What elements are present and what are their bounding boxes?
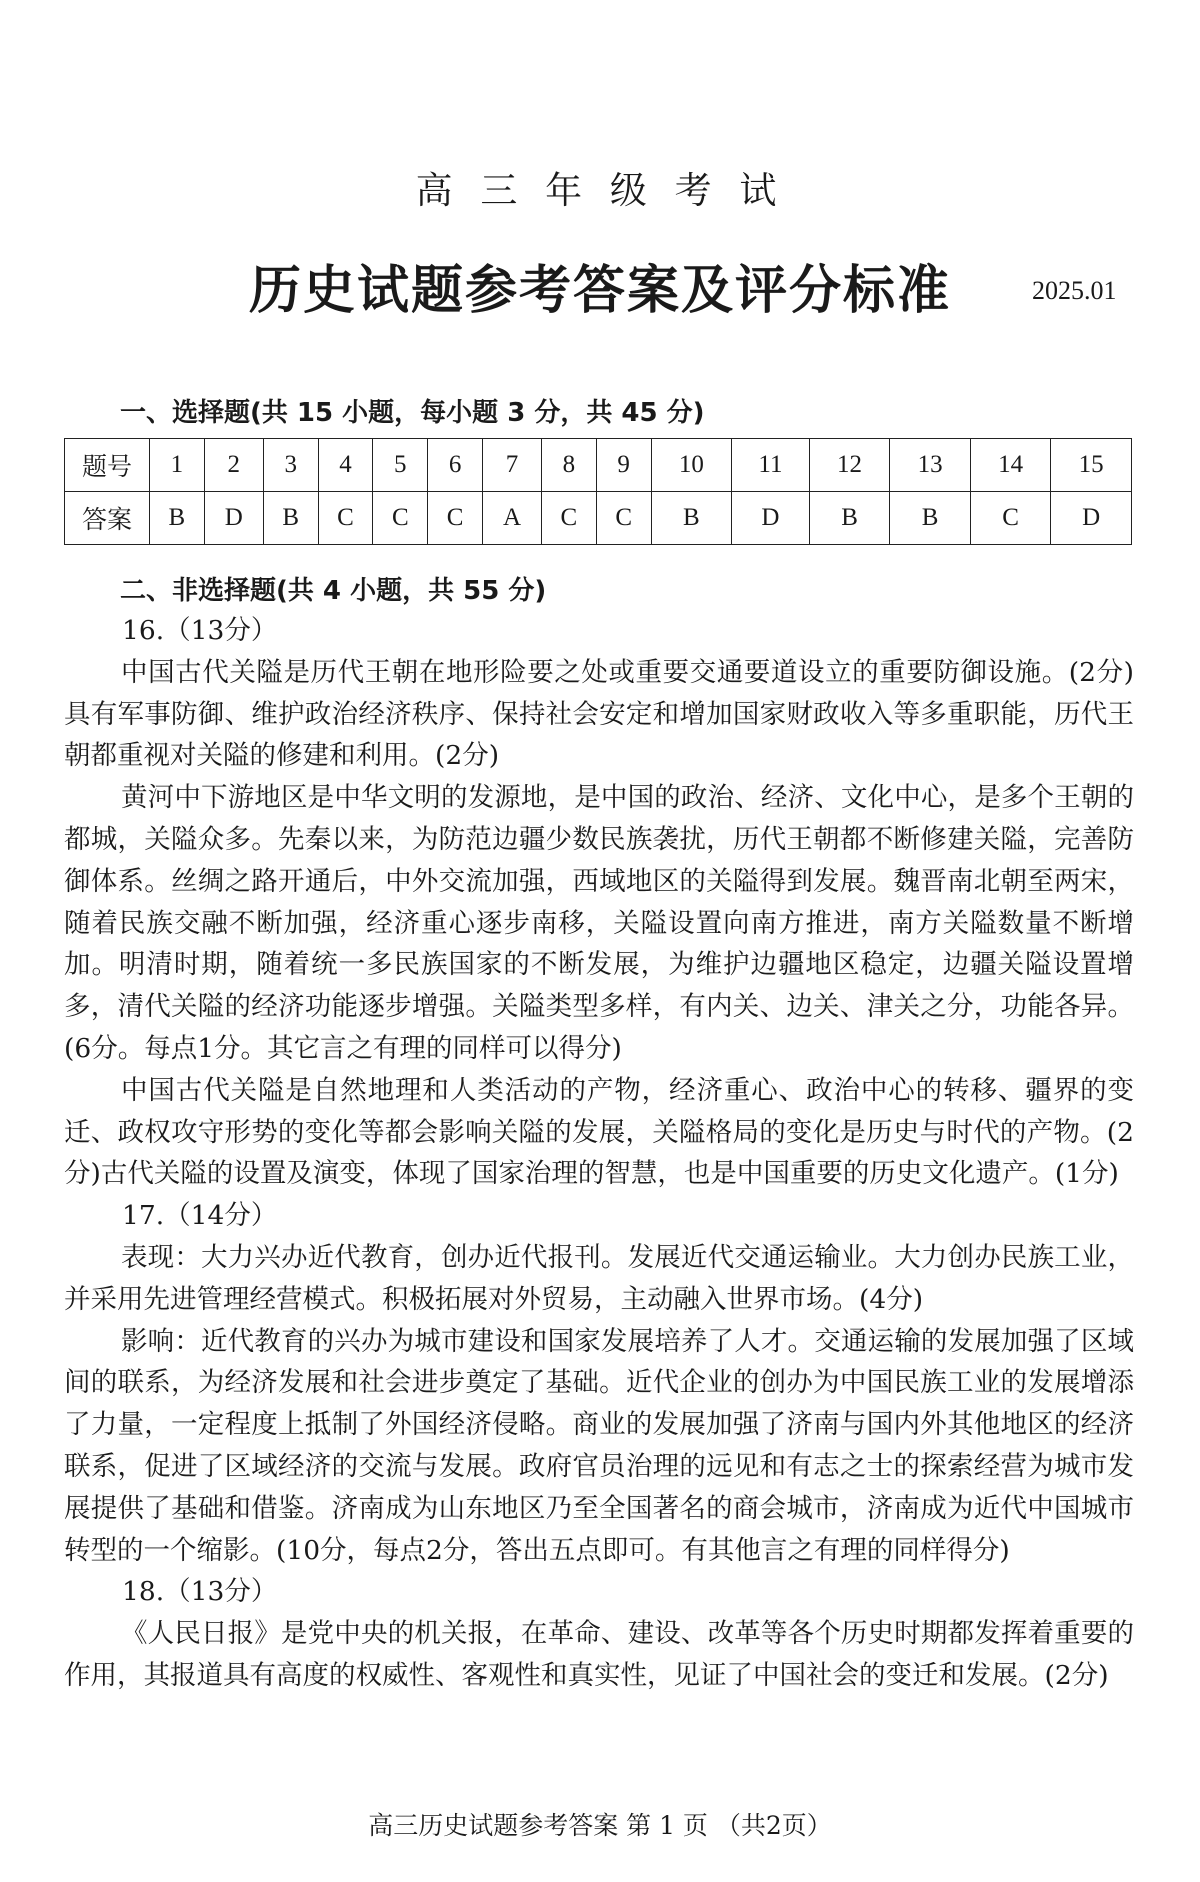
question-number-cell: 8 (542, 439, 597, 492)
question-17-label: 17.（14分） (122, 1200, 278, 1232)
question-number-cell: 12 (809, 439, 890, 492)
question-number-cell: 11 (732, 439, 810, 492)
question-number-cell: 6 (428, 439, 483, 492)
table-row-numbers (65, 439, 1132, 492)
question-number-cell: 2 (204, 439, 263, 492)
q17-paragraph-2: 影响：近代教育的兴办为城市建设和国家发展培养了人才。交通运输的发展加强了区域间的联系，为经济发展和社会进步奠定了基础。近代企业的创办为中国民族工业的发展增添了力量，一定程度上抵制了外国经济侵略。商业的发展加强了济南与国内外其他地区的经济联系，促进了区域经济的交流与发展。政府官员治理的远见和有志之士的探索经营为城市发展提供了基础和借鉴。济南成为山东地区乃至全国著名的商会城市，济南成为近代中国城市转型的一个缩影。(10分，每点2分，答出五点即可。有其他言之有理的同样得分) (64, 1325, 1134, 1566)
answer-cell: A (482, 492, 541, 545)
answer-cell: C (373, 492, 428, 545)
table-row-answers (65, 492, 1132, 545)
answer-cell: D (732, 492, 810, 545)
q18-paragraph-1: 《人民日报》是党中央的机关报，在革命、建设、改革等各个历史时期都发挥着重要的作用，其报道具有高度的权威性、客观性和真实性，见证了中国社会的变迁和发展。(2分) (64, 1618, 1134, 1691)
section-1-title: 一、选择题(共 15 小题，每小题 3 分，共 45 分) (120, 398, 705, 428)
question-16-label: 16.（13分） (122, 615, 278, 646)
answer-cell: C (542, 492, 597, 545)
row-label-answer: 答案 (65, 492, 150, 545)
question-number-cell: 1 (150, 439, 205, 492)
q17-paragraph-1: 表现：大力兴办近代教育，创办近代报刊。发展近代交通运输业。大力创办民族工业，并采用先进管理经营模式。积极拓展对外贸易，主动融入世界市场。(4分) (64, 1241, 1134, 1315)
document-title: 历史试题参考答案及评分标准 (248, 260, 951, 321)
answer-cell: D (1051, 492, 1132, 545)
answer-cell: B (809, 492, 890, 545)
answer-cell: D (204, 492, 263, 545)
answer-cell: C (596, 492, 651, 545)
answer-cell: B (890, 492, 971, 545)
answer-cell: C (318, 492, 373, 545)
document-date: 2025.01 (1032, 276, 1117, 305)
section-2-title: 二、非选择题(共 4 小题，共 55 分) (120, 576, 547, 606)
question-number-cell: 13 (890, 439, 971, 492)
answer-cell: C (428, 492, 483, 545)
exam-subtitle: 高 三 年 级 考 试 (415, 169, 785, 212)
question-number-cell: 7 (482, 439, 541, 492)
question-number-cell: 10 (651, 439, 732, 492)
row-label-number: 题号 (65, 439, 150, 492)
question-number-cell: 9 (596, 439, 651, 492)
q16-paragraph-3: 中国古代关隘是自然地理和人类活动的产物，经济重心、政治中心的转移、疆界的变迁、政权攻守形势的变化等都会影响关隘的发展，关隘格局的变化是历史与时代的产物。(2分)古代关隘的设置及演变，体现了国家治理的智慧，也是中国重要的历史文化遗产。(1分) (64, 1074, 1134, 1190)
q16-paragraph-1: 中国古代关隘是历代王朝在地形险要之处或重要交通要道设立的重要防御设施。(2分)具有军事防御、维护政治经济秩序、保持社会安定和增加国家财政收入等多重职能，历代王朝都重视对关隘的修建和利用。(2分) (64, 656, 1134, 772)
question-18-label: 18.（13分） (122, 1576, 278, 1608)
answer-table (64, 438, 1132, 545)
answer-cell: B (150, 492, 205, 545)
page-footer: 高三历史试题参考答案 第 1 页 （共2页） (368, 1811, 832, 1840)
question-number-cell: 4 (318, 439, 373, 492)
q16-paragraph-2: 黄河中下游地区是中华文明的发源地，是中国的政治、经济、文化中心，是多个王朝的都城，关隘众多。先秦以来，为防范边疆少数民族袭扰，历代王朝都不断修建关隘，完善防御体系。丝绸之路开通后，中外交流加强，西域地区的关隘得到发展。魏晋南北朝至两宋，随着民族交融不断加强，经济重心逐步南移，关隘设置向南方推进，南方关隘数量不断增加。明清时期，随着统一多民族国家的不断发展，为维护边疆地区稳定，边疆关隘设置增多，清代关隘的经济功能逐步增强。关隘类型多样，有内关、边关、津关之分，功能各异。(6分。每点1分。其它言之有理的同样可以得分) (64, 782, 1134, 1064)
answer-body (64, 610, 1134, 1697)
answer-cell: B (651, 492, 732, 545)
answer-cell: B (263, 492, 318, 545)
question-number-cell: 5 (373, 439, 428, 492)
question-number-cell: 14 (970, 439, 1051, 492)
question-number-cell: 3 (263, 439, 318, 492)
question-number-cell: 15 (1051, 439, 1132, 492)
answer-cell: C (970, 492, 1051, 545)
